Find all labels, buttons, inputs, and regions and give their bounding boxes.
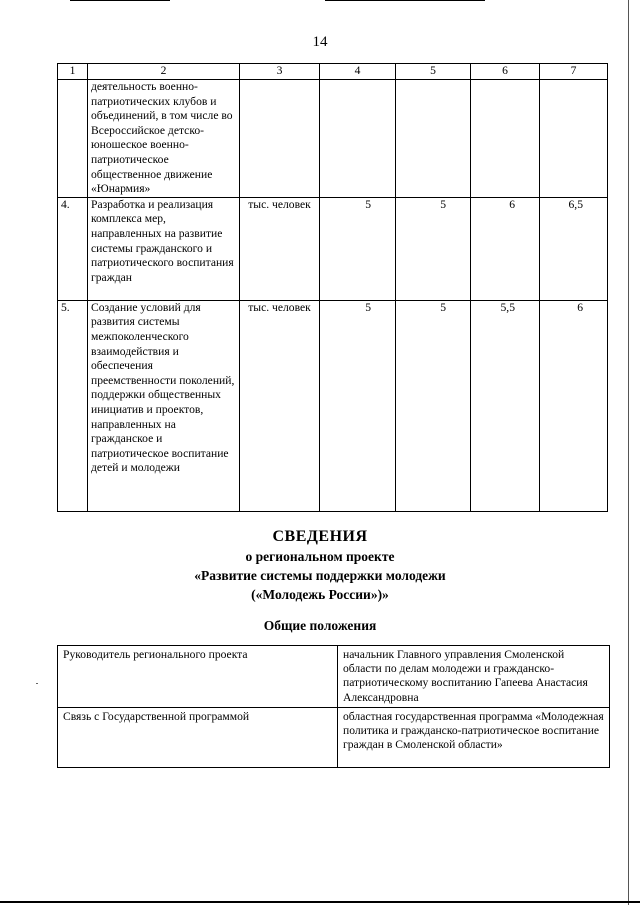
scan-artifact-dot <box>36 683 38 684</box>
indicators-table <box>57 63 608 512</box>
section-title: СВЕДЕНИЯ <box>272 528 368 545</box>
column-header: 2 <box>88 64 240 80</box>
row-number: 5. <box>58 300 88 511</box>
row-description: Разработка и реализация комплекса мер, направленных на развитие системы гражданского и патриотического воспитания граждан <box>88 197 240 300</box>
scan-artifact-top-right <box>325 0 485 1</box>
row-value-7: 6,5 <box>540 197 608 300</box>
column-header: 3 <box>240 64 320 80</box>
row-description: Создание условий для развития системы межпоколенческого взаимодействия и обеспечения преемственности поколений, поддержки общественных инициатив и проектов, направленных на гражданское и патриотическое воспитание детей и молодежи <box>88 300 240 511</box>
scan-artifact-right-edge <box>628 0 629 905</box>
column-header: 6 <box>471 64 540 80</box>
row-value-4 <box>320 80 396 198</box>
table-row <box>58 300 608 511</box>
row-unit: тыс. человек <box>240 197 320 300</box>
column-header: 4 <box>320 64 396 80</box>
general-provisions-heading: Общие положения <box>263 618 377 633</box>
scan-artifact-top-left <box>70 0 170 1</box>
row-value-6: 6 <box>471 197 540 300</box>
row-value-6 <box>471 80 540 198</box>
row-number: 4. <box>58 197 88 300</box>
project-name: «Развитие системы поддержки молодежи <box>194 568 446 583</box>
table-header-row <box>58 64 608 80</box>
project-name-short: («Молодежь России»)» <box>251 587 389 602</box>
row-value-5 <box>396 80 471 198</box>
table-row <box>58 708 610 768</box>
info-label: Руководитель регионального проекта <box>58 646 338 708</box>
table-row <box>58 197 608 300</box>
row-number <box>58 80 88 198</box>
info-value: начальник Главного управления Смоленской области по делам молодежи и гражданско-патриотическому воспитанию Гапеева Анастасия Александровна <box>338 646 610 708</box>
row-description: деятельность военно-патриотических клубов и объединений, в том числе во Всероссийское детско-юношеское военно-патриотическое общественное движение «Юнармия» <box>88 80 240 198</box>
table-row <box>58 80 608 198</box>
column-header: 1 <box>58 64 88 80</box>
column-header: 5 <box>396 64 471 80</box>
row-unit <box>240 80 320 198</box>
row-value-6: 5,5 <box>471 300 540 511</box>
info-label: Связь с Государственной программой <box>58 708 338 768</box>
table-row <box>58 646 610 708</box>
scan-artifact-bottom <box>0 901 640 903</box>
section-subtitle: о региональном проекте <box>245 549 395 564</box>
general-info-table <box>57 645 610 768</box>
row-value-5: 5 <box>396 197 471 300</box>
column-header: 7 <box>540 64 608 80</box>
row-value-7 <box>540 80 608 198</box>
row-value-4: 5 <box>320 197 396 300</box>
row-value-5: 5 <box>396 300 471 511</box>
row-value-4: 5 <box>320 300 396 511</box>
page-number: 14 <box>312 34 328 50</box>
row-value-7: 6 <box>540 300 608 511</box>
info-value: областная государственная программа «Молодежная политика и гражданско-патриотическое воспитание граждан в Смоленской области» <box>338 708 610 768</box>
row-unit: тыс. человек <box>240 300 320 511</box>
